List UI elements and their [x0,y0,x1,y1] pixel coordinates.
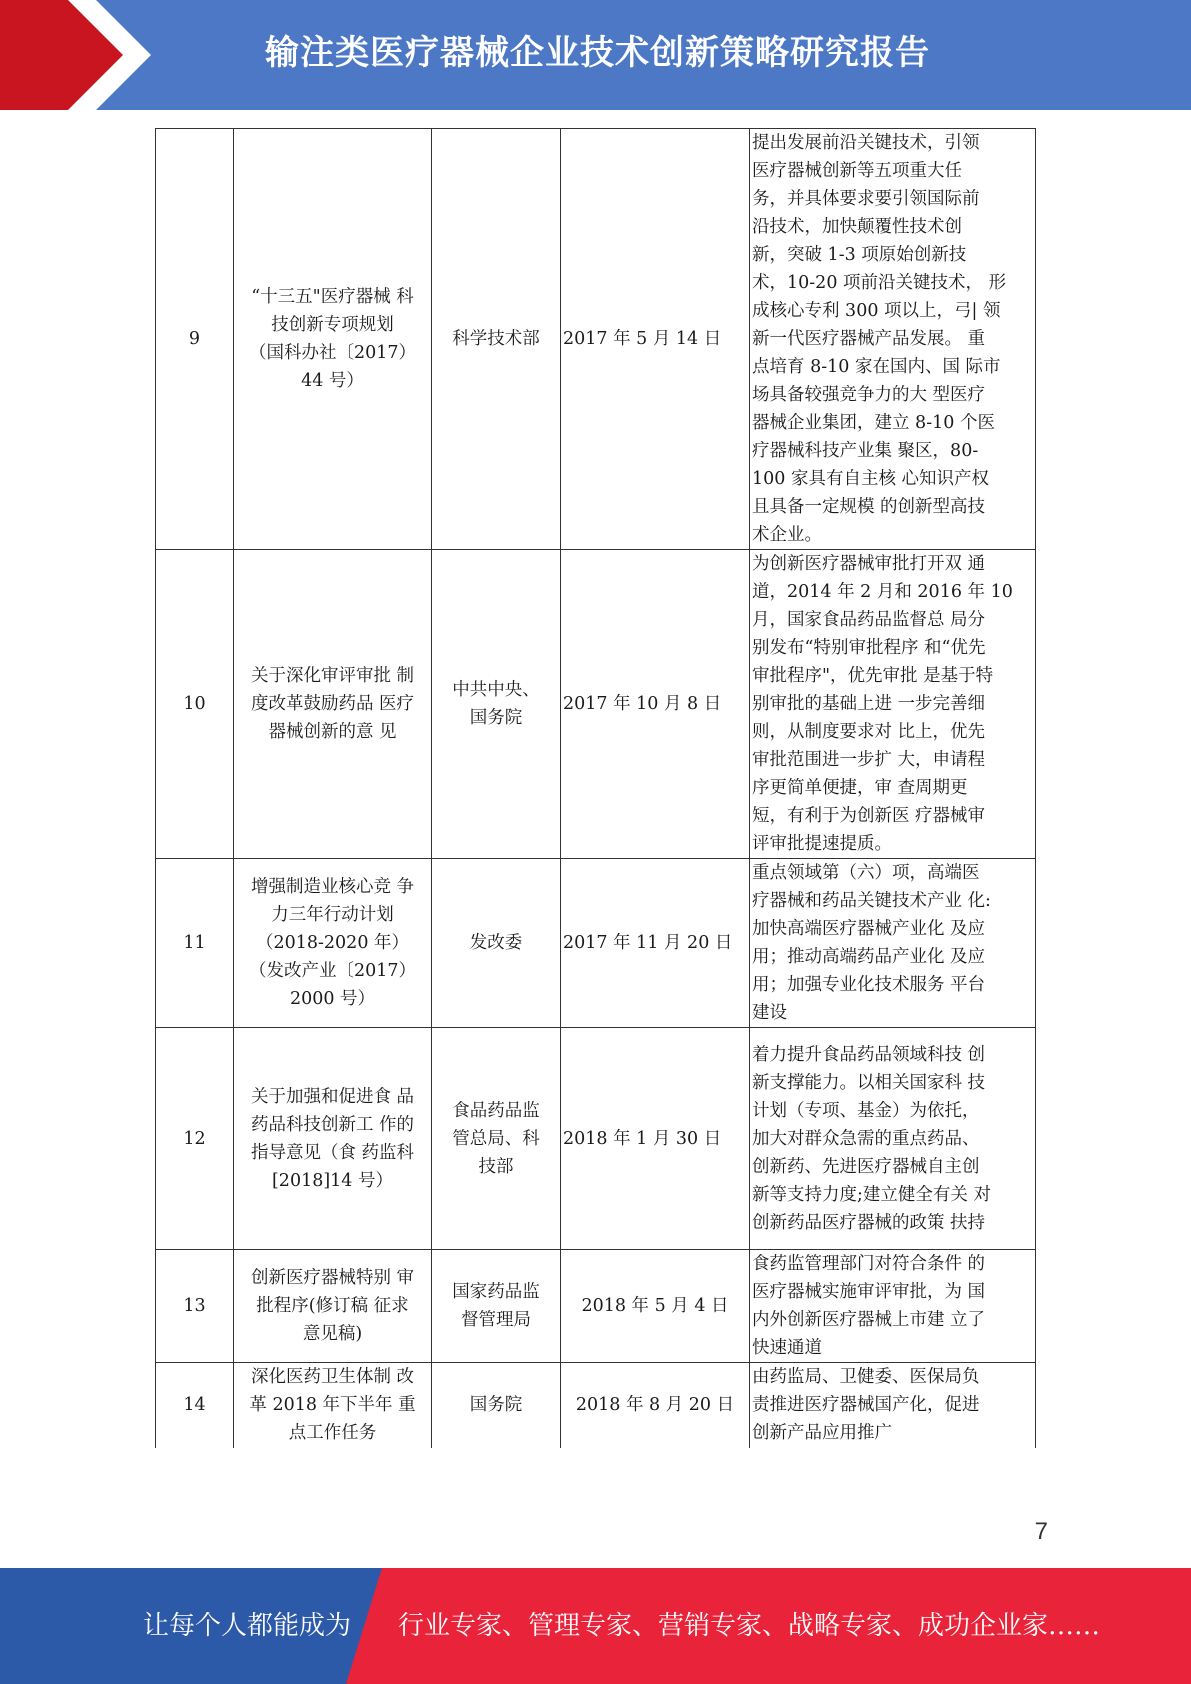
policy-name-line: 药品科技创新工 作的 [250,1114,415,1135]
policy-content [750,1028,1036,1250]
policy-name-line: （2018-2020 年） [255,933,410,953]
policy-name-line: 技创新专项规划 [271,315,394,335]
policy-name [234,129,432,550]
policy-name-line: 器械创新的意 见 [268,722,397,742]
policy-name-line: （发改产业〔2017） [248,961,417,981]
policy-content-line: 责推进医疗器械国产化，促进 [752,1395,980,1416]
policy-content-line: 新一代医疗器械产品发展。 重 [752,329,986,349]
policy-content-line: 道，2014 年 2 月和 2016 年 10 [752,582,1013,602]
issuing-department-line: 科学技术部 [452,329,540,349]
policy-content-line: 新，突破 1-3 项原始创新技 [752,245,967,265]
policy-content-line: 场具备较强竞争力的大 型医疗 [752,385,986,405]
policy-name-line: （国科办社〔2017） [248,343,417,363]
policy-name [234,1028,432,1250]
policy-content-line: 为创新医疗器械审批打开双 通 [752,554,986,574]
table-row [156,550,1036,859]
policy-content [750,550,1036,859]
issuing-department-line: 食品药品监 [452,1100,540,1121]
policy-name-line: 革 2018 年下半年 重 [249,1395,416,1416]
issuing-department [432,550,561,859]
policy-content [750,1250,1036,1363]
report-title: 输注类医疗器械企业技术创新策略研究报告 [265,33,930,73]
policy-content-line: 医疗器械实施审评审批，为 国 [752,1282,986,1302]
table-row [156,1363,1036,1448]
policy-content-line: 快速通道 [752,1338,822,1358]
policy-name-line: 2000 号） [289,989,376,1009]
policy-content-line: 术，10-20 项前沿关键技术， 形 [752,273,1007,293]
table-row [156,129,1036,550]
policy-content [750,129,1036,550]
policy-content-line: 创新产品应用推广 [752,1423,892,1444]
policy-table [155,128,1036,1448]
policy-name-line: 创新医疗器械特别 审 [250,1268,415,1288]
issue-date: 2017 年 11 月 20 日 [561,859,750,1028]
row-number: 11 [156,859,234,1028]
policy-name [234,1250,432,1363]
row-number: 12 [156,1028,234,1250]
policy-content-line: 术企业。 [752,525,822,545]
issuing-department-line: 国家药品监 [452,1282,540,1302]
policy-name [234,1363,432,1448]
policy-name-line: 批程序(修订稿 征求 [256,1296,409,1316]
policy-content-line: 审批范围进一步扩 大，申请程 [752,750,986,770]
policy-name-line: 44 号） [301,371,364,391]
table-row [156,859,1036,1028]
policy-content-line: 审批程序"，优先审批 是基于特 [752,666,994,686]
policy-content-line: 加快高端医疗器械产业化 及应 [752,919,986,939]
policy-content-line: 计划（专项、基金）为依托， [752,1100,980,1121]
policy-name-line: 点工作任务 [288,1423,377,1444]
policy-content-line: 着力提升食品药品领域科技 创 [752,1044,986,1065]
issuing-department [432,859,561,1028]
policy-content-line: 新支撑能力。以相关国家科 技 [752,1072,986,1093]
policy-content-line: 提出发展前沿关键技术，引领 [752,133,980,153]
policy-content-line: 则，从制度要求对 比上，优先 [752,722,986,742]
policy-content [750,1363,1036,1448]
policy-name-line: 指导意见（食 药监科 [250,1142,415,1163]
policy-name-line: 意见稿) [302,1324,363,1344]
policy-name-line: [2018]14 号） [271,1170,394,1191]
policy-content-line: 沿技术，加快颠覆性技术创 [752,217,962,237]
issue-date: 2018 年 5 月 4 日 [561,1250,750,1363]
footer-slogan-left: 让每个人都能成为 [143,1611,352,1641]
policy-content-line: 用；加强专业化技术服务 平台 [752,975,986,995]
policy-content-line: 用；推动高端药品产业化 及应 [752,947,986,967]
policy-name [234,859,432,1028]
issuing-department [432,1250,561,1363]
issuing-department-line: 国务院 [469,708,523,728]
policy-content-line: 评审批提速提质。 [752,834,892,854]
policy-content-line: 器械企业集团，建立 8-10 个医 [752,413,995,433]
footer-slogan-right: 行业专家、管理专家、营销专家、战略专家、成功企业家…… [398,1611,1101,1641]
header-arrow-icon [0,0,160,110]
policy-content-line: 疗器械科技产业集 聚区，80- [752,441,979,461]
policy-name-line: 关于加强和促进食 品 [250,1086,415,1107]
policy-content-line: 成核心专利 300 项以上，弓| 领 [752,301,1001,321]
page-number: 7 [1034,1518,1048,1545]
policy-name-line: 深化医药卫生体制 改 [250,1367,415,1388]
issue-date: 2017 年 5 月 14 日 [561,129,750,550]
issuing-department-line: 中共中央、 [452,680,540,700]
row-number: 9 [156,129,234,550]
issue-date: 2017 年 10 月 8 日 [561,550,750,859]
table-row [156,1250,1036,1363]
policy-name-line: 增强制造业核心竞 争 [250,877,415,897]
row-number: 14 [156,1363,234,1448]
policy-content-line: 100 家具有自主核 心知识产权 [752,469,990,489]
policy-name-line: 度改革鼓励药品 医疗 [250,694,415,714]
policy-content-line: 且具备一定规模 的创新型高技 [752,497,986,517]
policy-content-line: 创新药品医疗器械的政策 扶持 [752,1212,986,1233]
issuing-department-line: 国务院 [469,1395,523,1416]
issuing-department [432,129,561,550]
page-footer [0,1568,1191,1684]
policy-content-line: 短，有利于为创新医 疗器械审 [752,806,986,826]
policy-content-line: 食药监管理部门对符合条件 的 [752,1254,986,1274]
policy-name-line: “十三五"医疗器械 科 [251,287,414,307]
policy-content-line: 建设 [752,1003,787,1023]
issuing-department [432,1363,561,1448]
table-row [156,1028,1036,1250]
policy-name-line: 关于深化审评审批 制 [250,666,415,686]
issuing-department-line: 发改委 [469,933,523,953]
policy-content [750,859,1036,1028]
page-header [0,0,1191,110]
policy-content-line: 新等支持力度;建立健全有关 对 [752,1184,991,1205]
policy-content-line: 内外创新医疗器械上市建 立了 [752,1310,986,1330]
policy-content-line: 月，国家食品药品监督总 局分 [752,610,986,630]
policy-content-line: 别发布“特别审批程序 和“优先 [752,638,986,658]
policy-content-line: 由药监局、卫健委、医保局负 [752,1367,980,1388]
policy-content-line: 点培育 8-10 家在国内、国 际市 [752,357,1001,377]
policy-name-line: 力三年行动计划 [271,905,394,925]
row-number: 13 [156,1250,234,1363]
policy-content-line: 加大对群众急需的重点药品、 [752,1128,980,1149]
policy-name [234,550,432,859]
policy-content-line: 务，并具体要求要引领国际前 [752,189,980,209]
policy-content-line: 序更简单便捷，审 查周期更 [752,778,968,798]
policy-content-line: 重点领域第（六）项，高端医 [752,863,980,883]
row-number: 10 [156,550,234,859]
issue-date: 2018 年 8 月 20 日 [561,1363,750,1448]
issuing-department-line: 管总局、科 [452,1128,540,1149]
issuing-department-line: 督管理局 [461,1310,531,1330]
issuing-department [432,1028,561,1250]
policy-content-line: 医疗器械创新等五项重大任 [752,161,962,181]
policy-content-line: 别审批的基础上进 一步完善细 [752,694,986,714]
policy-content-line: 创新药、先进医疗器械自主创 [752,1156,980,1177]
issue-date: 2018 年 1 月 30 日 [561,1028,750,1250]
issuing-department-line: 技部 [478,1156,514,1177]
policy-content-line: 疗器械和药品关键技术产业 化: [752,891,991,911]
